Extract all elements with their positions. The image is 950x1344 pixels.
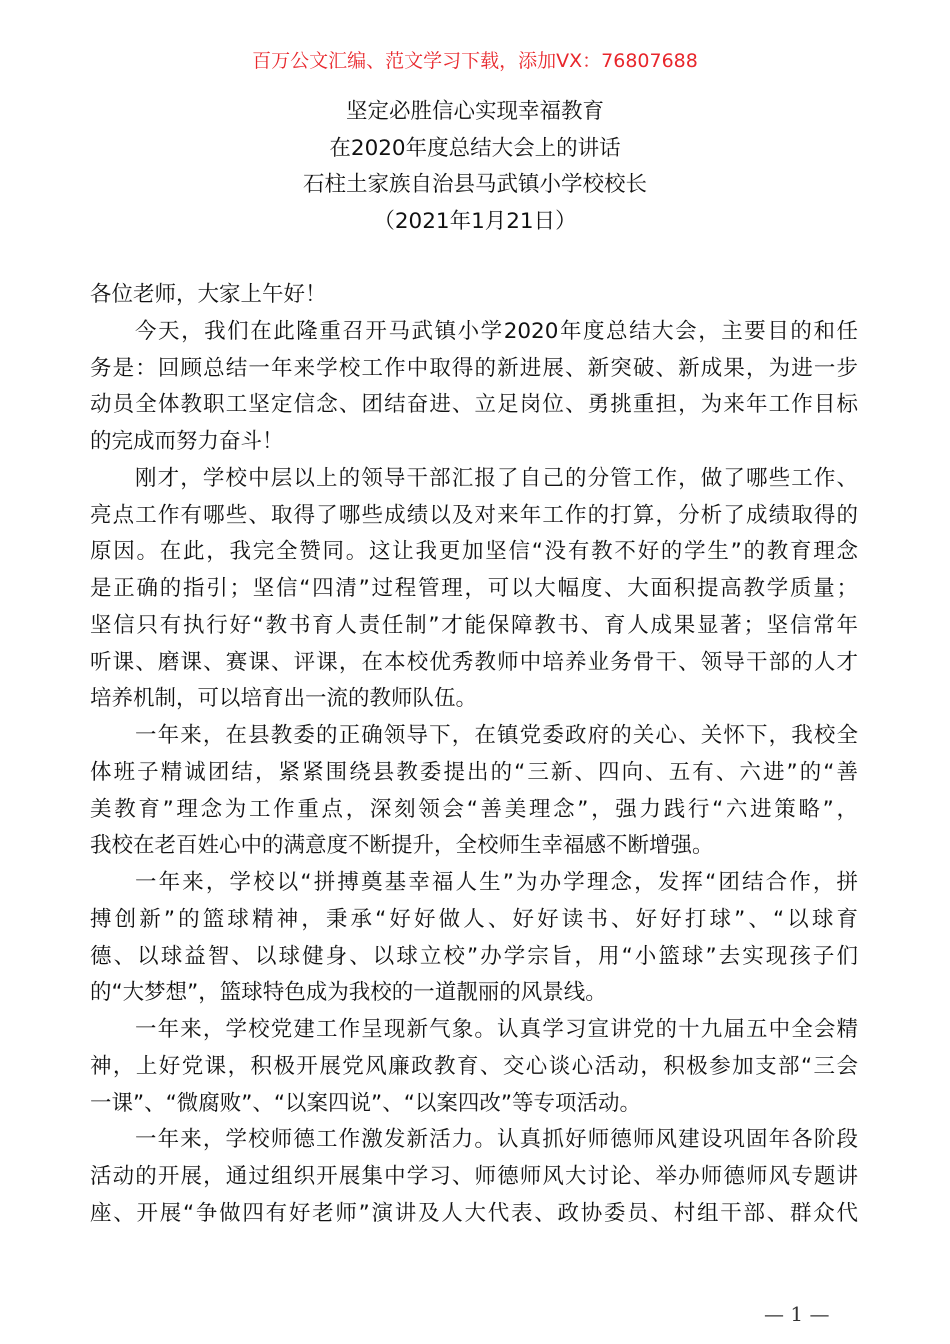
title-line: （2021年1月21日） [373,209,577,235]
document-title-block [0,97,950,244]
salutation: 各位老师，大家上午好！ [90,282,327,307]
paragraph-line: 坚信只有执行好“教书育人责任制”才能保障教书、育人成果显著；坚信常年 [90,612,858,638]
paragraph-line: 搏创新”的篮球精神，秉承“好好做人、好好读书、好好打球”、“以球育 [90,906,858,932]
paragraph-line: 座、开展“争做四有好老师”演讲及人大代表、政协委员、村组干部、群众代 [90,1200,858,1226]
paragraph-line: 体班子精诚团结，紧紧围绕县教委提出的“三新、四向、五有、六进”的“善 [90,759,858,785]
paragraph-line: 刚才，学校中层以上的领导干部汇报了自己的分管工作，做了哪些工作、 [135,465,858,491]
paragraph-line: 的完成而努力奋斗！ [90,429,284,454]
paragraph-line: 培养机制，可以培育出一流的教师队伍。 [90,686,478,712]
title-line: 在2020年度总结大会上的讲话 [329,135,621,161]
paragraph-line: 今天，我们在此隆重召开马武镇小学2020年度总结大会，主要目的和任 [135,318,858,344]
paragraph-line: 务是：回顾总结一年来学校工作中取得的新进展、新突破、新成果，为进一步 [90,355,858,381]
paragraph-line: 美教育”理念为工作重点，深刻领会“善美理念”，强力践行“六进策略”， [90,796,858,822]
paragraph-line: 一年来，学校师德工作激发新活力。认真抓好师德师风建设巩固年各阶段 [135,1127,858,1153]
paragraph-line: 一课”、“微腐败”、“以案四说”、“以案四改”等专项活动。 [90,1090,641,1116]
paragraph [90,868,858,1015]
paragraph-line: 是正确的指引；坚信“四清”过程管理，可以大幅度、大面积提高教学质量； [90,576,858,601]
paragraph-line: 动员全体教职工坚定信念、团结奋进、立足岗位、勇挑重担，为来年工作目标 [90,392,858,418]
paragraph-line: 亮点工作有哪些、取得了哪些成绩以及对来年工作的打算，分析了成绩取得的 [90,502,858,528]
paragraph-line: 德、以球益智、以球健身、以球立校”办学宗旨，用“小篮球”去实现孩子们 [90,943,858,969]
paragraph-line: 活动的开展，通过组织开展集中学习、师德师风大讨论、举办师德师风专题讲 [90,1164,858,1189]
paragraph-line: 一年来，在县教委的正确领导下，在镇党委政府的关心、关怀下，我校全 [135,723,858,748]
paragraph-line: 一年来，学校党建工作呈现新气象。认真学习宣讲党的十九届五中全会精 [135,1017,858,1042]
paragraph-line: 我校在老百姓心中的满意度不断提升，全校师生幸福感不断增强。 [90,833,714,859]
watermark-banner: 百万公文汇编、范文学习下载，添加VX：76807688 [252,50,698,72]
paragraph-line: 一年来，学校以“拼搏奠基幸福人生”为办学理念，发挥“团结合作，拼 [135,870,858,895]
paragraph [90,721,858,868]
paragraph-line: 原因。在此，我完全赞同。这让我更加坚信“没有教不好的学生”的教育理念 [90,539,858,565]
paragraph [90,464,858,721]
paragraph [90,1015,858,1125]
paragraph-line: 听课、磨课、赛课、评课，在本校优秀教师中培养业务骨干、领导干部的人才 [90,649,858,675]
paragraph-line: 的“大梦想”，篮球特色成为我校的一道靓丽的风景线。 [90,980,607,1006]
paragraph-line: 神，上好党课，积极开展党风廉政教育、交心谈心活动，积极参加支部“三会 [90,1053,858,1079]
title-line: 石柱土家族自治县马武镇小学校校长 [302,172,647,198]
document-body [90,280,858,1236]
title-line: 坚定必胜信心实现幸福教育 [345,99,604,124]
paragraph [90,1125,858,1235]
paragraph [90,317,858,464]
page-number: — 1 — [764,1302,830,1326]
